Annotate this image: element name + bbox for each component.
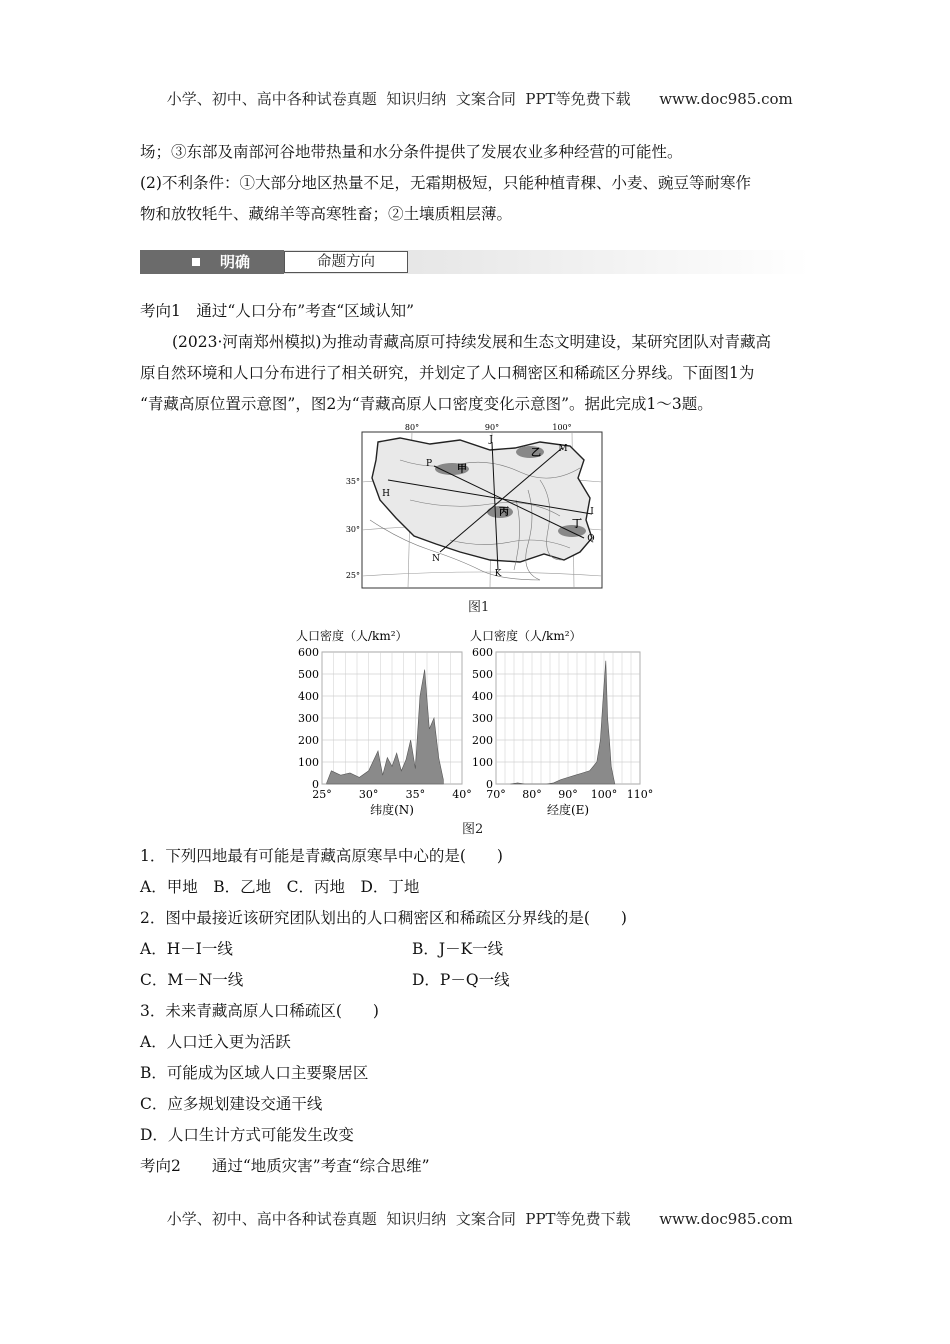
question-2-option-c: C．M－N一线 [140,971,244,989]
question-3-option-d: D．人口生计方式可能发生改变 [140,1126,354,1144]
point-label: I [590,507,594,517]
figure-1-caption: 图1 [468,600,490,615]
question-3-option-a: A．人口迁入更为活跃 [140,1033,291,1051]
section-banner [140,250,810,274]
x-tick-label: 35° [405,788,426,801]
region-label: 甲 [457,464,467,475]
question-1-stem: 1．下列四地最有可能是青藏高原寒旱中心的是( ) [140,847,503,865]
question-2-option-b: B．J－K一线 [412,940,504,958]
y-tick-label: 0 [312,778,319,791]
body-line-2: (2)不利条件：①大部分地区热量不足，无霜期极短，只能种植青稞、小麦、豌豆等耐寒作 [140,174,751,192]
x-tick-label: 25° [312,788,332,801]
y-tick-label: 600 [298,646,319,659]
banner-dark-label: 明确 [220,253,251,271]
y-tick-label: 300 [298,712,319,725]
question-2-option-d: D．P－Q一线 [412,971,510,989]
x-tick-label: 100° [590,788,618,801]
x-tick-label: 70° [486,788,506,801]
section-title-1: 考向1 通过“人口分布”考查“区域认知” [140,302,415,320]
intro-line-2: 原自然环境和人口分布进行了相关研究，并划定了人口稠密区和稀疏区分界线。下面图1为 [140,364,755,382]
y-tick-label: 300 [472,712,493,725]
lon-label: 90° [484,423,500,432]
question-3-option-b: B．可能成为区域人口主要聚居区 [140,1064,369,1082]
x-axis-label: 纬度(N) [370,803,414,817]
lon-label: 80° [404,423,420,432]
x-tick-label: 40° [452,788,472,801]
y-tick-label: 400 [472,690,493,703]
question-3-stem: 3．未来青藏高原人口稀疏区( ) [140,1002,379,1020]
x-tick-label: 90° [558,788,578,801]
region-label: 乙 [531,448,541,459]
lat-label: 25° [345,571,360,580]
square-icon [192,258,200,266]
region-label: 丙 [499,507,509,518]
figure-2-caption: 图2 [462,822,484,837]
banner-dark [140,250,284,274]
lon-label: 100° [552,423,572,432]
banner-light-label: 命题方向 [284,251,408,273]
body-line-3: 物和放牧牦牛、藏绵羊等高寒牲畜；②土壤质粗层薄。 [140,205,513,223]
longitude-density-chart [470,628,653,817]
header-url: www.doc985.com [659,90,793,108]
lat-label: 35° [345,477,360,486]
footer-text: 小学、初中、高中各种试卷真题 知识归纳 文案合同 PPT等免费下载 [166,1210,631,1228]
page-footer [0,1190,950,1229]
x-tick-label: 110° [626,788,654,801]
x-tick-label: 80° [522,788,542,801]
x-tick-label: 30° [358,788,379,801]
region-label: 丁 [572,519,582,530]
y-tick-label: 500 [472,668,493,681]
point-label: M [558,444,568,454]
point-label: K [494,569,502,579]
lat-label: 30° [345,525,360,534]
y-tick-label: 100 [298,756,319,769]
body-line-1: 场；③东部及南部河谷地带热量和水分条件提供了发展农业多种经营的可能性。 [140,143,683,161]
point-label: H [382,489,390,499]
question-3-option-c: C．应多规划建设交通干线 [140,1095,323,1113]
question-1-options: A．甲地 B．乙地 C．丙地 D．丁地 [140,878,420,896]
y-axis-label: 人口密度（人/km²） [470,629,582,643]
intro-line-3: “青藏高原位置示意图”，图2为“青藏高原人口密度变化示意图”。据此完成1～3题。 [140,395,713,413]
y-tick-label: 500 [298,668,319,681]
tibet-map [340,420,610,592]
y-tick-label: 600 [472,646,493,659]
section-title-2: 考向2 通过“地质灾害”考查“综合思维” [140,1157,430,1175]
y-tick-label: 200 [472,734,493,747]
latitude-density-chart [296,628,472,817]
y-tick-label: 100 [472,756,493,769]
intro-line-1: (2023·河南郑州模拟)为推动青藏高原可持续发展和生态文明建设，某研究团队对青藏高 [172,333,771,351]
point-label: Q [587,534,595,544]
point-label: J [489,435,493,445]
footer-url: www.doc985.com [659,1210,793,1228]
point-label: P [425,459,433,469]
y-tick-label: 400 [298,690,319,703]
x-axis-label: 经度(E) [546,803,590,817]
y-axis-label: 人口密度（人/km²） [296,629,408,643]
question-2-option-a: A．H－I一线 [140,940,233,958]
density-charts [280,622,670,822]
question-2-stem: 2．图中最接近该研究团队划出的人口稠密区和稀疏区分界线的是( ) [140,909,627,927]
y-tick-label: 0 [486,778,493,791]
page-header [0,70,950,109]
point-label: N [432,554,440,564]
y-tick-label: 200 [298,734,319,747]
header-text: 小学、初中、高中各种试卷真题 知识归纳 文案合同 PPT等免费下载 [166,90,631,108]
